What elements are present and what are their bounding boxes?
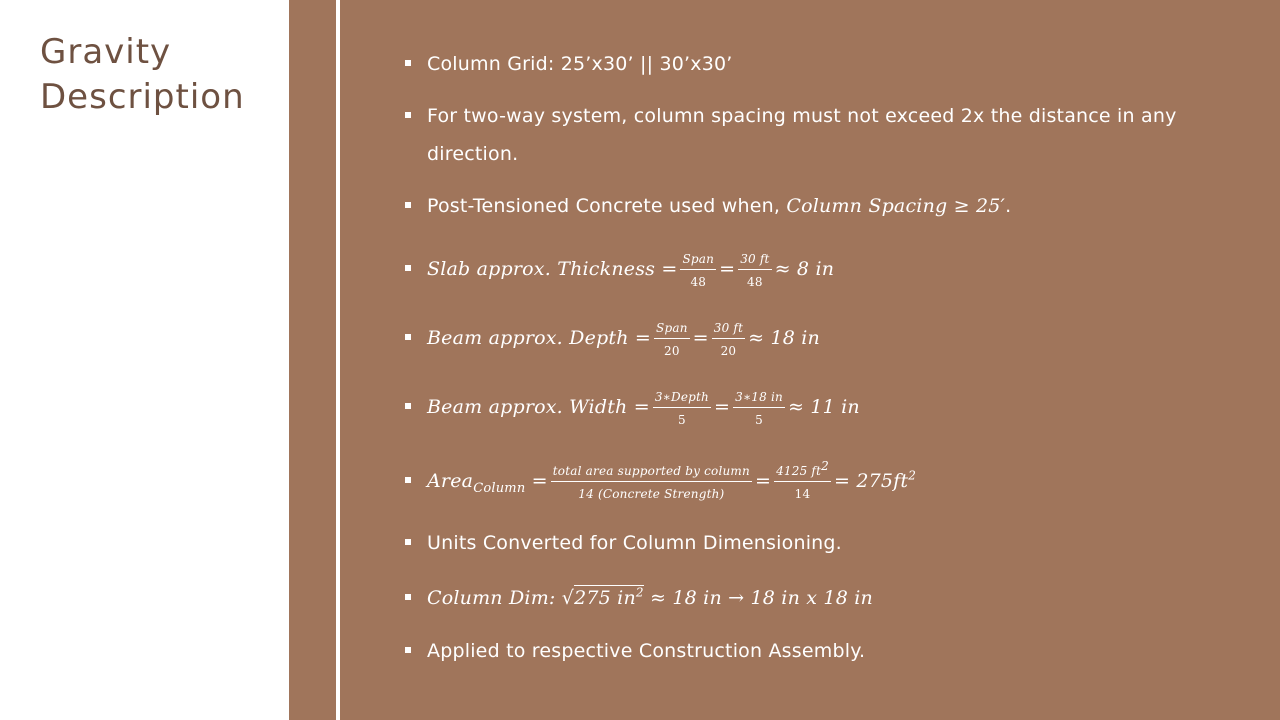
formula-rhs: ≈ 18 in <box>748 327 820 349</box>
formula-beam-width <box>427 388 1197 428</box>
fraction-numerator: 3∗Depth <box>653 389 711 408</box>
formula-rhs: ≈ 8 in <box>774 258 835 280</box>
fraction-numerator: total area supported by column <box>551 463 752 482</box>
bullet-text <box>427 187 1197 225</box>
inline-math: Column Spacing ≥ 25′ <box>786 195 1006 217</box>
bullet-icon <box>405 60 411 66</box>
fraction-numerator: Span <box>654 320 690 339</box>
bullet-icon <box>405 112 411 118</box>
formula-rhs: ≈ 11 in <box>787 396 860 418</box>
fraction-numerator: 30 ft <box>738 251 771 270</box>
fraction-denominator: 48 <box>690 274 707 289</box>
fraction <box>774 458 831 502</box>
bullet-text: Units Converted for Column Dimensioning. <box>427 532 842 554</box>
subscript: Column <box>473 481 526 496</box>
bullet-text: Column Grid: 25’x30’ || 30’x30’ <box>427 53 733 75</box>
fraction-denominator: 20 <box>720 343 737 358</box>
formula-lhs: Slab approx. Thickness = <box>427 258 678 280</box>
formula-lhs: Column Dim: <box>427 587 556 609</box>
slide-title <box>40 30 245 120</box>
fraction-denominator: 48 <box>747 274 763 289</box>
formula-rhs: ≈ 18 in → 18 in x 18 in <box>650 587 873 609</box>
superscript: 2 <box>821 458 829 473</box>
formula-slab-thickness <box>427 250 1197 290</box>
numerator-text: 4125 ft <box>776 463 822 478</box>
formula-lhs: Beam approx. Width = <box>427 396 650 418</box>
fraction <box>551 463 752 502</box>
fraction <box>680 251 716 290</box>
fraction-denominator: 5 <box>755 412 763 427</box>
formula-column-dim <box>427 579 1197 617</box>
fraction <box>654 320 690 359</box>
bullet-icon <box>405 647 411 653</box>
equals-sign: = <box>754 470 772 492</box>
formula-rhs: = 275ft <box>833 470 909 492</box>
equals-sign: = <box>713 396 731 418</box>
superscript: 2 <box>908 468 917 483</box>
bullet-icon <box>405 202 411 208</box>
bullet-icon <box>405 539 411 545</box>
fraction <box>653 389 711 428</box>
bullet-icon <box>405 477 411 483</box>
content-panel <box>340 0 1280 720</box>
fraction <box>712 320 745 359</box>
bullet-text-end: . <box>1005 195 1012 217</box>
bullet-icon <box>405 594 411 600</box>
formula-lhs: Beam approx. Depth = <box>427 327 652 349</box>
bullet-text-plain: Post-Tensioned Concrete used when, <box>427 195 787 217</box>
fraction-numerator: Span <box>680 251 716 270</box>
bullet-icon <box>405 265 411 271</box>
formula-lhs: Area <box>427 470 474 492</box>
fraction <box>738 251 771 290</box>
radicand <box>574 585 644 609</box>
accent-strip <box>289 0 336 720</box>
title-line-1: Gravity <box>40 32 172 72</box>
radicand-text: 275 in <box>574 587 636 609</box>
superscript: 2 <box>635 585 644 600</box>
fraction-denominator: 20 <box>663 343 680 358</box>
fraction <box>733 389 785 428</box>
fraction-numerator: 3∗18 in <box>733 389 785 408</box>
fraction-numerator <box>774 458 831 482</box>
bullet-icon <box>405 334 411 340</box>
bullet-text: Applied to respective Construction Assembly. <box>427 640 866 662</box>
equals-sign: = <box>531 470 548 492</box>
fraction-denominator: 14 (Concrete Strength) <box>578 486 725 501</box>
formula-column-area <box>427 458 1197 502</box>
fraction-denominator: 14 <box>794 486 811 501</box>
fraction-denominator: 5 <box>677 412 686 427</box>
equals-sign: = <box>719 258 736 280</box>
title-line-2: Description <box>40 77 245 117</box>
left-panel <box>0 0 289 720</box>
sqrt-icon: √ <box>561 587 575 609</box>
formula-beam-depth <box>427 319 1197 359</box>
fraction-numerator: 30 ft <box>712 320 745 339</box>
bullet-icon <box>405 403 411 409</box>
equals-sign: = <box>692 327 709 349</box>
bullet-text: For two-way system, column spacing must not exceed 2x the distance in any direction. <box>427 105 1177 165</box>
